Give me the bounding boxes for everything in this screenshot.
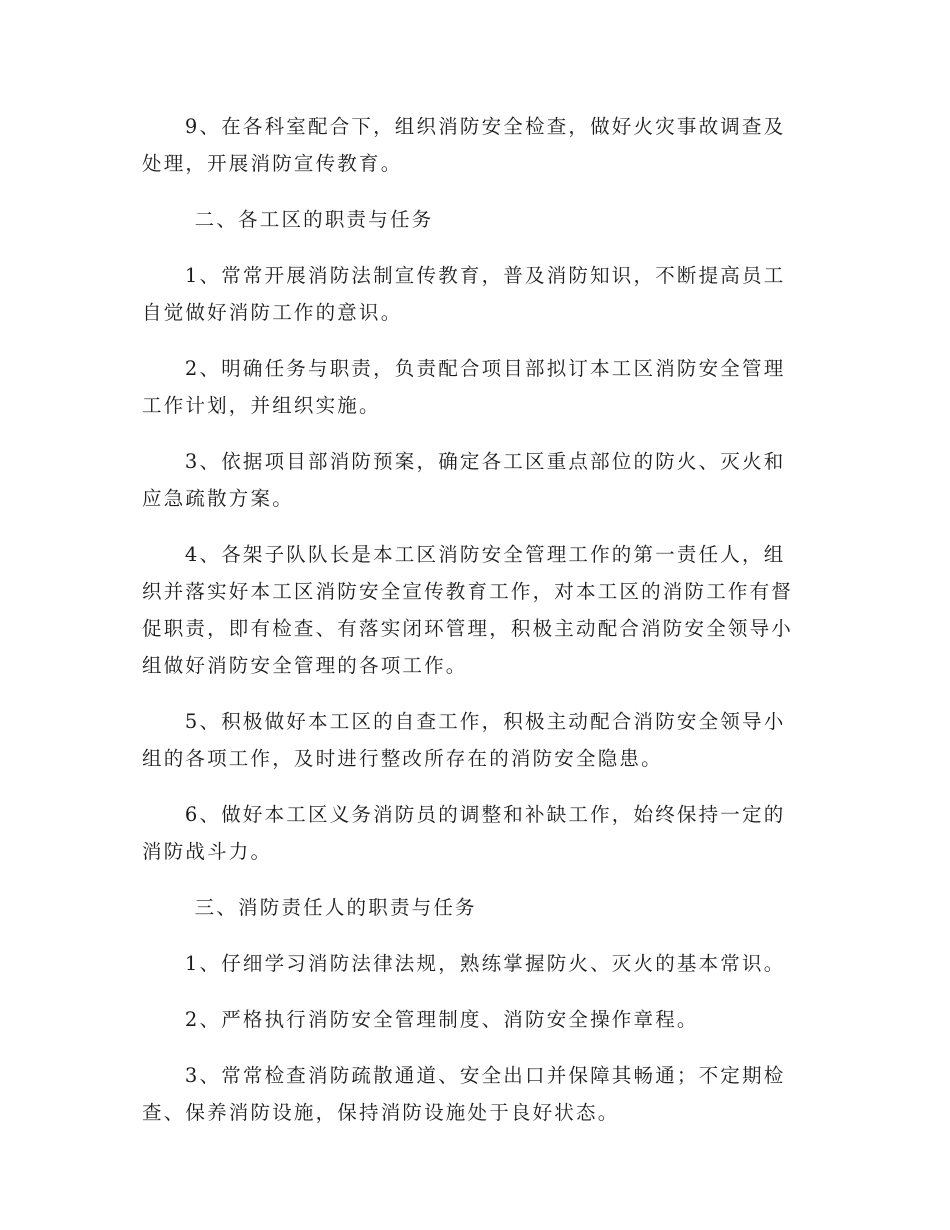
- paragraph-item-3: 3、依据项目部消防预案，确定各工区重点部位的防火、灭火和应急疏散方案。: [142, 450, 786, 510]
- paragraph-item-3-b: 3、常常检查消防疏散通道、安全出口并保障其畅通；不定期检查、保养消防设施，保持消防设施处于良好状态。: [142, 1064, 786, 1124]
- paragraph-item-1: 1、常常开展消防法制宣传教育，普及消防知识，不断提高员工自觉做好消防工作的意识。: [142, 264, 786, 324]
- paragraph-item-4: 4、各架子队队长是本工区消防安全管理工作的第一责任人，组织并落实好本工区消防安全宣传教育工作，对本工区的消防工作有督促职责，即有检查、有落实闭环管理，积极主动配合消防安全领导小组做好消防安全管理的各项工作。: [142, 543, 794, 677]
- paragraph-item-1-b: 1、仔细学习消防法律法规，熟练掌握防火、灭火的基本常识。: [184, 952, 786, 975]
- section-heading-2: 二、各工区的职责与任务: [194, 208, 434, 231]
- paragraph-item-2-b: 2、严格执行消防安全管理制度、消防安全操作章程。: [184, 1008, 699, 1031]
- paragraph-item-9: 9、在各科室配合下，组织消防安全检查，做好火灾事故调查及处理，开展消防宣传教育。: [142, 115, 786, 175]
- paragraph-item-2: 2、明确任务与职责，负责配合项目部拟订本工区消防安全管理工作计划，并组织实施。: [142, 357, 786, 417]
- section-heading-3: 三、消防责任人的职责与任务: [194, 896, 477, 919]
- document-body: [142, 108, 806, 1150]
- paragraph-item-5: 5、积极做好本工区的自查工作，积极主动配合消防安全领导小组的各项工作，及时进行整改所存在的消防安全隐患。: [142, 710, 786, 770]
- paragraph-item-6: 6、做好本工区义务消防员的调整和补缺工作，始终保持一定的消防战斗力。: [142, 803, 786, 863]
